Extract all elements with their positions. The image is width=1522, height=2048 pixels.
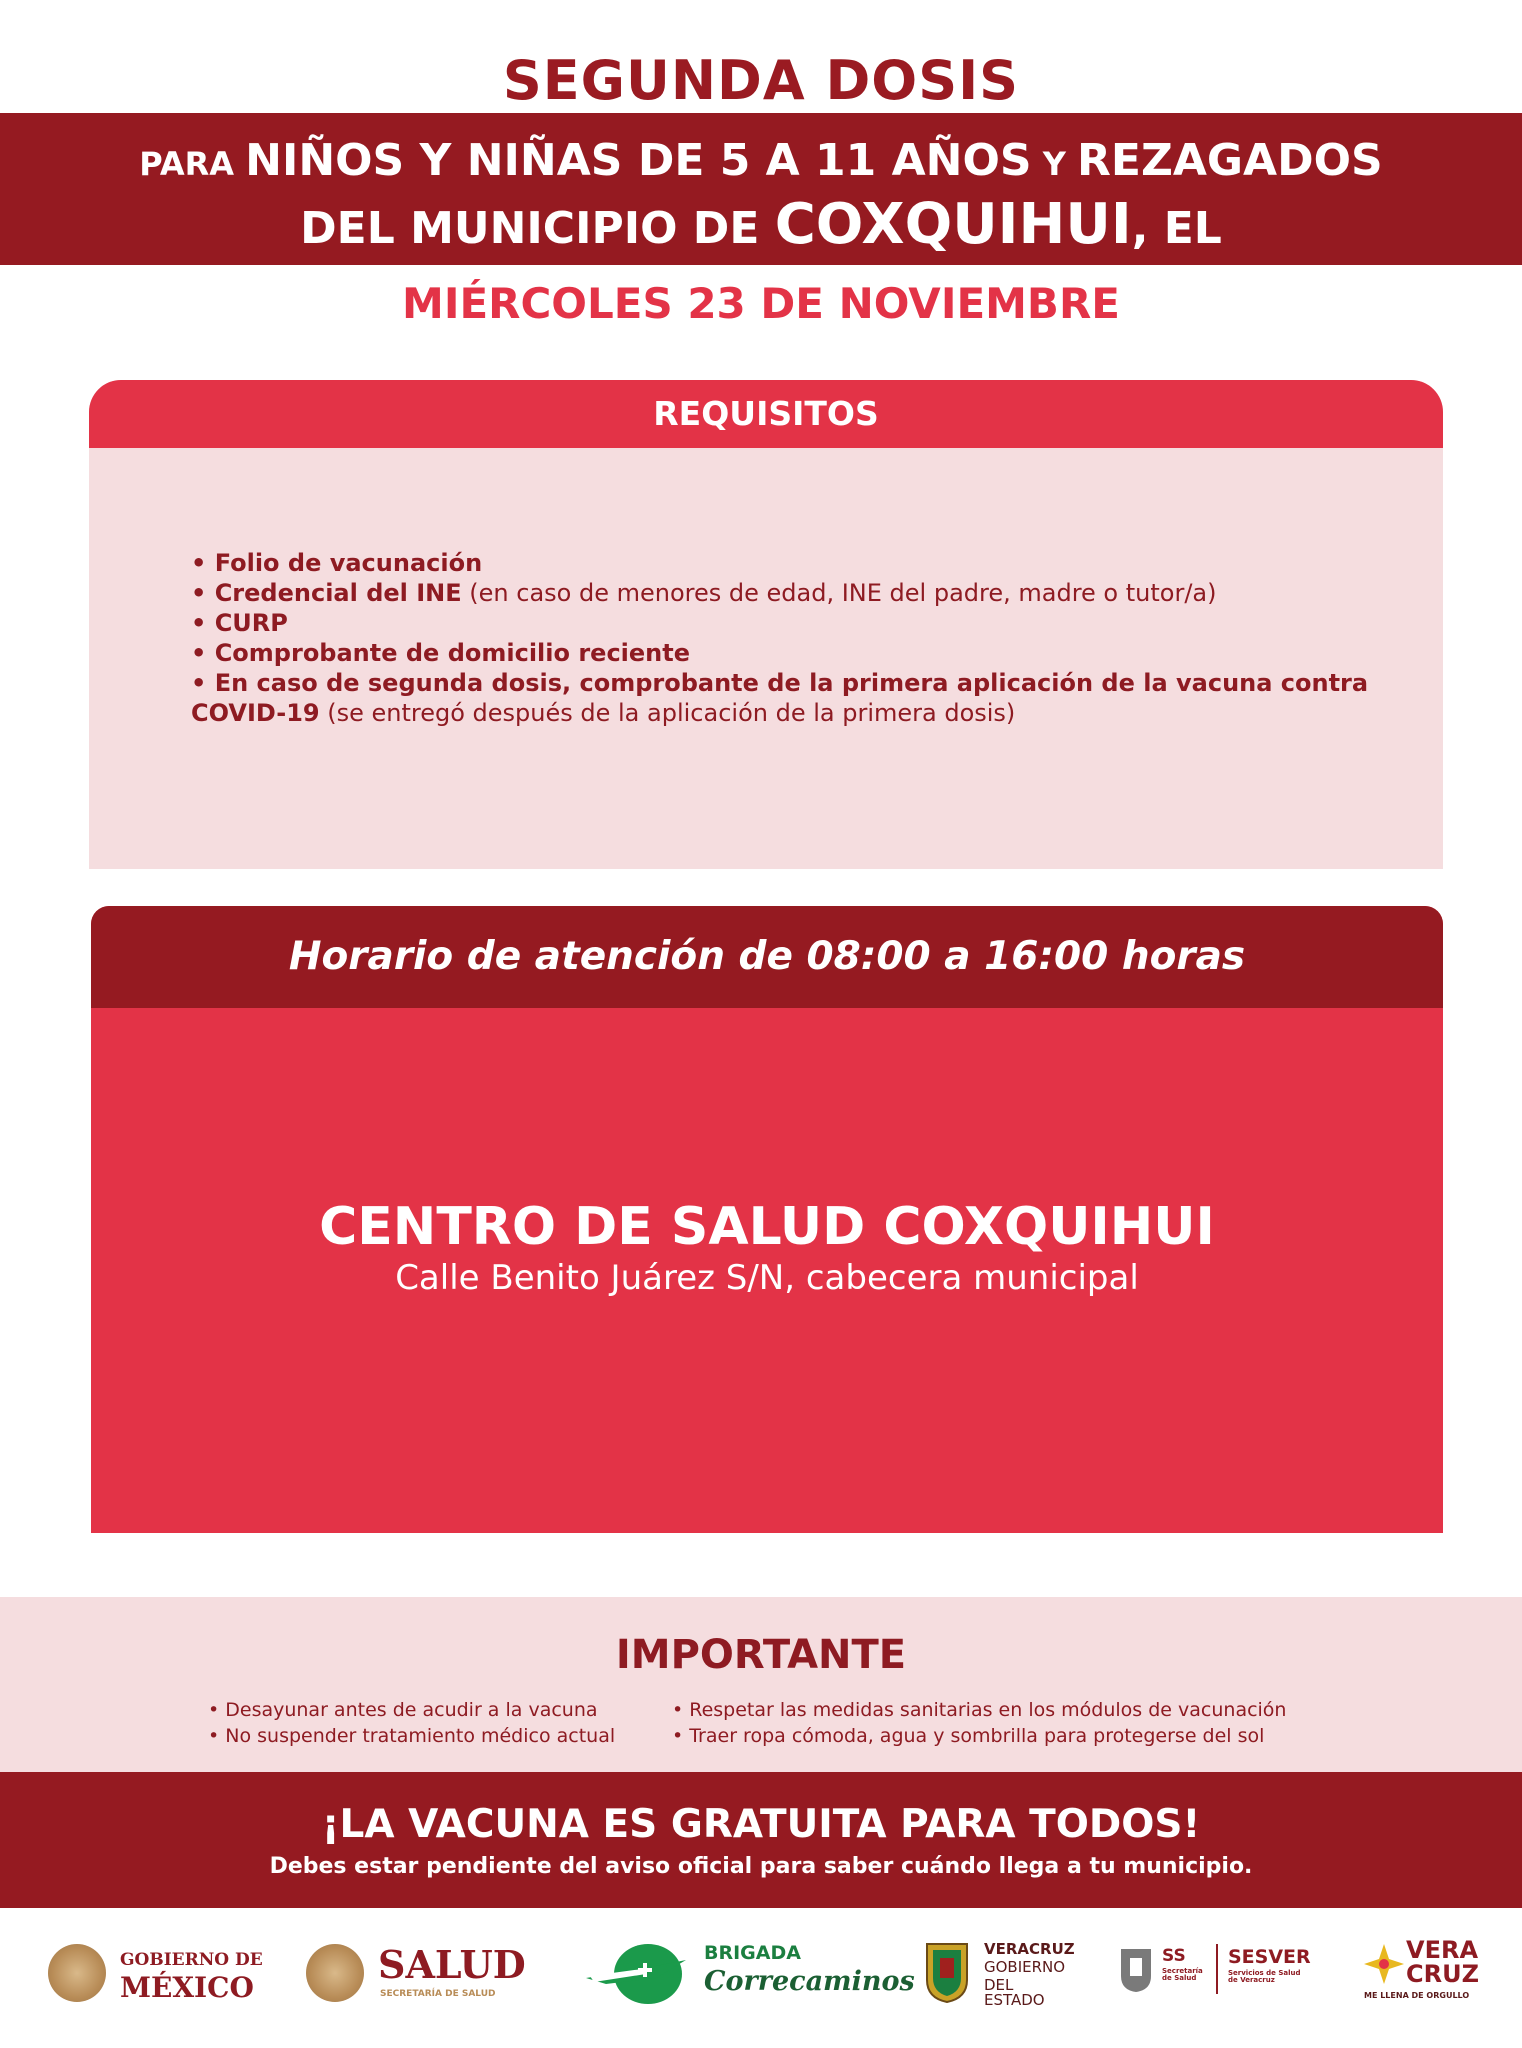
list-item: • Traer ropa cómoda, agua y sombrilla para protegerse del sol <box>672 1725 1265 1747</box>
list-item <box>191 608 1371 638</box>
ss-shield-icon <box>1118 1946 1154 1994</box>
eagle-seal-icon <box>48 1944 106 2002</box>
requisitos-list <box>191 548 1371 728</box>
vera-cruz-star-icon <box>1364 1944 1404 1984</box>
requisito-bold: • Comprobante de domicilio reciente <box>191 639 691 667</box>
logo-text: GOBIERNO DE <box>120 1950 263 1970</box>
logo-text: GOBIERNO <box>984 1958 1066 1976</box>
importante-panel <box>0 1597 1522 1772</box>
band-para: PARA <box>139 145 246 183</box>
list-item <box>191 668 1371 698</box>
event-date: MIÉRCOLES 23 DE NOVIEMBRE <box>402 279 1120 328</box>
poster-title: SEGUNDA DOSIS <box>502 49 1020 112</box>
logo-text: BRIGADA <box>704 1942 801 1964</box>
requisito-bold: • CURP <box>191 609 288 637</box>
requisito-bold: • Credencial del INE <box>191 579 462 607</box>
centro-name: CENTRO DE SALUD COXQUIHUI <box>319 1197 1215 1257</box>
logo-text: ME LLENA DE ORGULLO <box>1364 1991 1470 2000</box>
list-item <box>191 578 1371 608</box>
requisito-bold: • Folio de vacunación <box>191 549 483 577</box>
list-item: • No suspender tratamiento médico actual <box>208 1725 616 1747</box>
logo-text: Secretaría de Salud <box>1162 1967 1203 1982</box>
footer-title: ¡LA VACUNA ES GRATUITA PARA TODOS! <box>321 1802 1201 1847</box>
band-el: , EL <box>1131 203 1222 254</box>
band-coxquihui: COXQUIHUI <box>774 192 1132 257</box>
horario-title: Horario de atención de 08:00 a 16:00 horas <box>91 906 1443 1008</box>
band-municipio: DEL MUNICIPIO DE <box>300 203 775 254</box>
logo-gobierno-mexico <box>48 1934 268 2014</box>
logo-text: VERACRUZ <box>984 1940 1075 1958</box>
list-item: • Respetar las medidas sanitarias en los módulos de vacunación <box>672 1699 1287 1721</box>
band-rezagados: REZAGADOS <box>1077 135 1383 186</box>
logo-divider <box>1216 1944 1218 1994</box>
horario-panel <box>91 906 1443 1533</box>
list-item: • Desayunar antes de acudir a la vacuna <box>208 1699 598 1721</box>
importante-title: IMPORTANTE <box>615 1632 907 1678</box>
footer-band <box>0 1772 1522 1908</box>
logo-text: Servicios de Salud de Veracruz <box>1228 1969 1301 1984</box>
centro-address: Calle Benito Juárez S/N, cabecera municipal <box>395 1258 1139 1298</box>
logo-vera-cruz <box>1364 1934 1479 2014</box>
logo-text: SESVER <box>1228 1946 1311 1968</box>
logo-text: SECRETARÍA DE SALUD <box>380 1989 496 1999</box>
band-line-2 <box>0 192 1522 257</box>
requisitos-panel <box>89 380 1443 869</box>
logo-veracruz-gobierno <box>922 1934 1076 2014</box>
requisito-bold: COVID-19 <box>191 699 320 727</box>
logo-brigada-correcaminos <box>586 1934 915 2014</box>
logo-text: CRUZ <box>1406 1960 1479 1988</box>
requisito-detail: (en caso de menores de edad, INE del padre, madre o tutor/a) <box>461 579 1217 607</box>
logo-ss-sesver <box>1118 1934 1324 2014</box>
coat-of-arms-icon <box>922 1940 972 2004</box>
logo-text: VERA <box>1406 1936 1479 1964</box>
logo-salud <box>306 1934 544 2014</box>
logo-text: DEL ESTADO <box>984 1976 1045 2009</box>
eagle-seal-icon <box>306 1944 364 2002</box>
requisito-detail: (se entregó después de la aplicación de la primera dosis) <box>319 699 1016 727</box>
requisitos-title: REQUISITOS <box>89 380 1443 448</box>
band-line-1 <box>0 133 1522 192</box>
logo-text: MÉXICO <box>120 1971 254 2004</box>
list-item <box>191 698 1371 728</box>
footer-subtitle: Debes estar pendiente del aviso oficial para saber cuándo llega a tu municipio. <box>269 1854 1253 1879</box>
logo-text: SALUD <box>378 1942 526 1987</box>
logo-text: Correcaminos <box>704 1966 915 1997</box>
band-y: Y <box>1031 145 1077 183</box>
road-runner-icon <box>586 1938 696 2008</box>
title-band <box>0 113 1522 265</box>
requisito-bold: • En caso de segunda dosis, comprobante de la primera aplicación de la vacuna contra <box>191 669 1369 697</box>
band-ninos: NIÑOS Y NIÑAS DE 5 A 11 AÑOS <box>245 135 1032 186</box>
list-item <box>191 548 1371 578</box>
list-item <box>191 638 1371 668</box>
logo-text: SS <box>1162 1946 1186 1966</box>
